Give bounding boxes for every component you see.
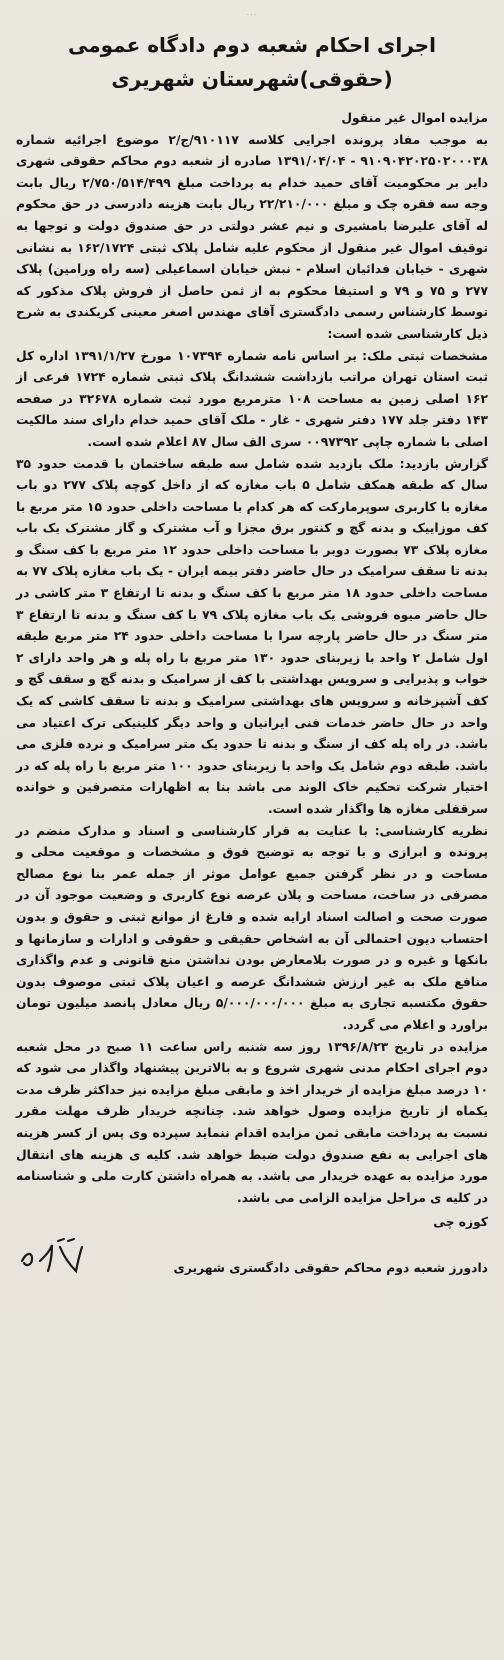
signature-office: دادورز شعبه دوم محاکم حقوقی دادگستری شهریری: [173, 1261, 488, 1276]
notice-title: [16, 28, 488, 96]
notice-paragraph-registry: مشخصات ثبتی ملک: بر اساس نامه شماره ۱۰۷۳۹۴ مورخ ۱۳۹۱/۱/۲۷ اداره کل ثبت استان تهران مراتب بازداشت ششدانگ پلاک ثبتی شماره ۱۷۲۴ فرعی از ۱۶۲ اصلی زمین به مساحت ۱۰۸ مترمربع مورد ثبت شماره ۳۲۶۷۸ در صفحه ۱۴۳ دفتر جلد ۱۷۷ دفتر شهری - غار - ملک آقای حمید خدام دارای سند مالکیت اصلی با شماره چاپی ۰۰۹۷۳۹۲ سری الف سال ۸۷ اعلام شده است.: [16, 348, 489, 449]
notice-paragraph-intro: به موجب مفاد پرونده اجرایی کلاسه ۹۱۰۱۱۷/ج/۲ موضوع اجرائیه شماره ۹۱۰۹۰۴۲۰۲۵۰۲۰۰۰۳۸ - ۱۳۹۱/۰۴/۰۴ صادره از شعبه دوم محاکم حقوقی شهری دایر بر محکومیت آقای حمید خدام به پرداخت مبلغ ۲/۷۵۰/۵۱۴/۴۹۹ ریال بابت وجه سه فقره چک و مبلغ ۲۲/۲۱۰/۰۰۰ ریال بابت هزینه دادرسی در حق محکوم له آقای علیرضا بامشیری و نیم عشر دولتی در حق صندوق دولت و توجها به توقیف اموال غیر منقول از محکوم علیه شامل پلاک ثبتی ۱۶۲/۱۷۲۴ به نشانی شهری - خیابان فدائیان اسلام - نبش خیابان اسماعیلی (سه راه ورامین) پلاک ۲۷۷ و ۷۵ و ۷۹ و استیفا محکوم به از ثمن حاصل از فروش پلاک مذکور که توسط کارشناس رسمی دادگستری آقای مهندس اصغر معینی کریکندی به شرح ذیل کارشناسی شده است:: [16, 132, 489, 341]
notice-heading: مزایده اموال غیر منقول: [341, 111, 488, 125]
handwritten-number: [16, 1235, 86, 1279]
notice-title-line2: (حقوقی)شهرستان شهریری: [111, 67, 393, 91]
signature-name: کوزه چی: [433, 1215, 488, 1230]
notice-paragraph-auction-terms: مزایده در تاریخ ۱۳۹۶/۸/۲۳ روز سه شنبه راس ساعت ۱۱ صبح در محل شعبه دوم اجرای احکام مدنی شهری شروع و به بالاترین پیشنهاد واگذار می شود که ۱۰ درصد مبلغ مزایده از خریدار اخذ و مابقی مبلغ مزایده نیز حداکثر ظرف مدت یکماه از تاریخ مزایده وصول خواهد شد. چنانچه خریدار ظرف مهلت مقرر نسبت به پرداخت مابقی ثمن مزایده اقدام ننماید سپرده وی پس از کسر هزینه های اجرایی به نفع صندوق دولت ضبط خواهد شد. کلیه ی هزینه های انتقال مورد مزایده به عهده خریدار می باشد. به همراه داشتن کارت ملی و شناسنامه در کلیه ی مراحل مزایده الزامی می باشد.: [16, 1039, 489, 1205]
bleed-through-text: ...: [246, 8, 258, 17]
notice-paragraph-expert-opinion: نظریه کارشناسی: با عنایت به قرار کارشناسی و اسناد و مدارک منضم در پرونده و ابرازی و با توجه به توضیح فوق و مشخصات و موقعیت محلی و مساحت و در نظر گرفتن جمیع عوامل موثر از جمله عمر بنا نوع مصالح مصرفی در ساخت، مساحت و پلان عرصه نوع کاربری و وضعیت موجود آن در صورت صحت و اصالت اسناد ارایه شده و فارغ از موانع ثبتی و حقوق و بدون احتساب دیون احتمالی آن به اشخاص حقیقی و حقوقی و ادارات و سازمانها و بانکها و غیره و در صورت بلامعارض بودن نداشتن منع قانونی و عدم واگذاری منافع ملک به غیر ارزش ششدانگ عرصه و اعیان پلاک ثبتی موصوف بدون حقوق مکتسبه تجاری به مبلغ ۵/۰۰۰/۰۰۰/۰۰۰ ریال معادل پانصد میلیون تومان براورد و اعلام می گردد.: [16, 823, 488, 1032]
handwritten-number-drawing: [16, 1235, 86, 1279]
notice-paragraph-inspection: گزارش بازدید: ملک بازدید شده شامل سه طبقه ساختمان با قدمت حدود ۳۵ سال که طبقه همکف شامل ۵ باب مغازه که از داخل کوچه پلاک ۲۷۷ دو باب مغازه با کاربری سوپرمارکت که هر کدام با مساحت داخلی حدود ۱۵ متر مربع با کف موزاییک و بدنه گچ و کنتور برق مجزا و آب مشترک و گاز مشترک یک باب مغازه پلاک ۷۳ بصورت دوبر با مساحت داخلی حدود ۱۲ متر مربع با کف سنگ و بدنه تا سقف سرامیک در حال حاضر دفتر بیمه ایران - یک باب مغازه پلاک ۷۷ به مساحت داخلی حدود ۱۸ متر مربع با کف سنگ و بدنه تا ارتفاع ۳ متر کاشی در حال حاضر میوه فروشی یک باب مغازه پلاک ۷۹ با کف سنگ و بدنه تا ارتفاع ۳ متر سنگ در حال حاضر پارچه سرا با مساحت داخلی حدود ۲۴ متر مربع طبقه اول شامل ۲ واحد با زیربنای حدود ۱۳۰ متر مربع با راه پله و هر واحد دارای ۲ خواب و پذیرایی و سرویس بهداشتی با کف از سرامیک و بدنه گچ و سقف گچ و کف آشپزخانه و سرویس های بهداشتی سرامیک و بدنه تا سقف کاشی که یک واحد در حال حاضر خدمات فنی ایرانیان و واحد دیگر کلینیکی ترک اعتیاد می باشد. در راه پله کف از سنگ و بدنه تا حدود یک متر سرامیک و نرده فلزی می باشد. طبقه دوم شامل یک واحد با زیربنای حدود ۱۰۰ متر مربع با راه پله که در اختیار شرکت تحکیم خاک الوند می باشد بنا به اظهارات متصرفین و خوانده سرقفلی مغازه ها واگذار شده است.: [16, 456, 489, 816]
notice-title-line1: اجرای احکام شعبه دوم دادگاه عمومی: [68, 33, 436, 57]
signature-row: [16, 1235, 488, 1279]
